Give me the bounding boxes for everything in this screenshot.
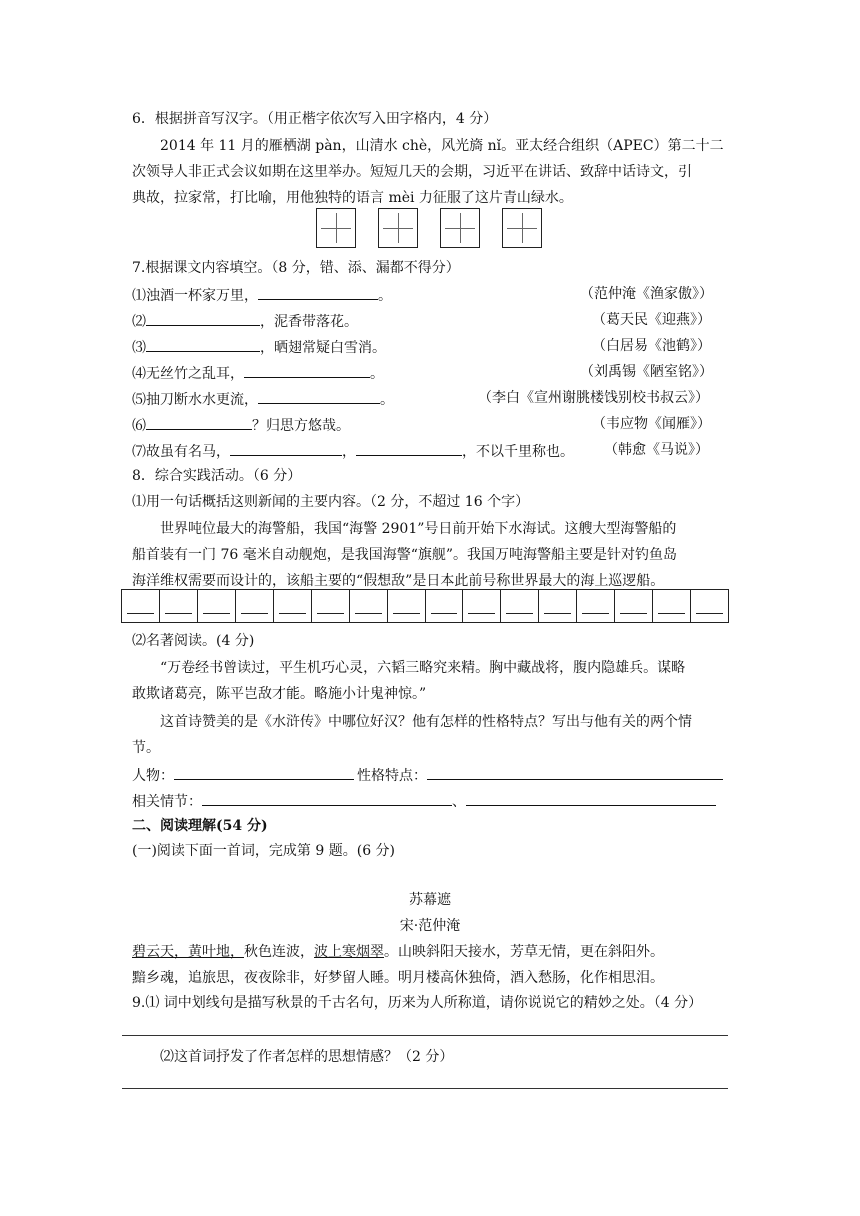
person-label: 人物： bbox=[132, 768, 174, 784]
plot-row bbox=[132, 790, 716, 812]
q7-item-4 bbox=[132, 362, 384, 384]
answer-cell[interactable] bbox=[615, 590, 653, 622]
q7-item-4-blank[interactable] bbox=[244, 362, 370, 378]
q8-title: 8．综合实践活动。（6 分） bbox=[132, 468, 302, 484]
q9-sub-1: 9.⑴ 词中划线句是描写秋景的千古名句，历来为人所称道，请你说说它的精妙之处。（4 分） bbox=[132, 995, 703, 1011]
section-2-title: 二、阅读理解(54 分) bbox=[132, 818, 268, 834]
q8-poem-1: “万卷经书曾读过，平生机巧心灵，六韬三略究来精。胸中藏战将，腹内隐雄兵。谋略 bbox=[160, 660, 686, 676]
poem-mid-1: 秋色连波， bbox=[244, 944, 314, 960]
answer-cell[interactable] bbox=[501, 590, 539, 622]
q6-title: 6．根据拼音写汉字。（用正楷字依次写入田字格内，4 分） bbox=[132, 111, 498, 127]
q7-item-2-post: ，泥香带落花。 bbox=[260, 314, 358, 330]
answer-cell[interactable] bbox=[160, 590, 198, 622]
q7-item-2-blank[interactable] bbox=[146, 310, 260, 326]
answer-cell[interactable] bbox=[426, 590, 464, 622]
q7-item-7-source: （韩愈《马说》） bbox=[604, 442, 709, 458]
q7-item-6 bbox=[132, 414, 350, 436]
q7-item-4-source: （刘禹锡《陋室铭》） bbox=[580, 364, 713, 380]
person-blank[interactable] bbox=[174, 764, 354, 780]
q6-paragraph-1: 2014 年 11 月的雁栖湖 pàn，山清水 chè，风光旖 nǐ。亚太经合组织（APEC）第二十二 bbox=[160, 138, 724, 154]
q8-news-1: 世界吨位最大的海警船，我国“海警 2901”号日前开始下水海试。这艘大型海警船的 bbox=[160, 521, 677, 537]
q9-sub-2: ⑵这首词抒发了作者怎样的思想情感？（2 分） bbox=[160, 1049, 454, 1065]
answer-cell[interactable] bbox=[463, 590, 501, 622]
q7-item-3-source: （白居易《池鹤》） bbox=[592, 338, 711, 354]
q7-item-2 bbox=[132, 310, 358, 332]
q8-news-3: 海洋维权需要而设计的，该船主要的“假想敌”是日本此前号称世界最大的海上巡逻船。 bbox=[132, 573, 665, 589]
trait-label: 性格特点： bbox=[357, 768, 427, 784]
q7-item-2-source: （葛天民《迎燕》） bbox=[592, 312, 711, 328]
answer-cell[interactable] bbox=[350, 590, 388, 622]
q7-item-1-source: （范仲淹《渔家傲》） bbox=[580, 286, 713, 302]
answer-cell[interactable] bbox=[122, 590, 160, 622]
q7-item-7-blank-1[interactable] bbox=[230, 440, 342, 456]
answer-cell[interactable] bbox=[577, 590, 615, 622]
poem-author: 宋·范仲淹 bbox=[399, 918, 461, 934]
q7-item-3-blank[interactable] bbox=[146, 336, 260, 352]
poem-underlined-2: 波上寒烟翠 bbox=[314, 944, 384, 960]
q7-title: 7.根据课文内容填空。（8 分，错、添、漏都不得分） bbox=[132, 260, 460, 276]
q7-item-6-source: （韦应物《闻雁》） bbox=[592, 416, 711, 432]
tianzige-box-2[interactable] bbox=[378, 208, 418, 248]
q8-poem-2: 敢欺诸葛亮，陈平岂敌才能。略施小计鬼神惊。” bbox=[132, 686, 427, 702]
q7-item-4-post: 。 bbox=[370, 366, 384, 382]
q8-news-2: 船首装有一门 76 毫米自动舰炮，是我国海警“旗舰”。我国万吨海警船主要是针对钓鱼岛 bbox=[132, 547, 678, 563]
answer-cell[interactable] bbox=[198, 590, 236, 622]
answer-cell[interactable] bbox=[691, 590, 728, 622]
poem-title: 苏幕遮 bbox=[409, 892, 451, 908]
plot-label: 相关情节： bbox=[132, 794, 202, 810]
tianzige-box-4[interactable] bbox=[502, 208, 542, 248]
q6-paragraph-3: 典故，拉家常，打比喻，用他独特的语言 mèi 力征服了这片青山绿水。 bbox=[132, 190, 573, 206]
poem-underlined-1: 碧云天，黄叶地， bbox=[132, 944, 244, 960]
plot-blank-2[interactable] bbox=[466, 790, 716, 806]
q7-item-3-pre: ⑶ bbox=[132, 340, 146, 356]
q7-item-6-blank[interactable] bbox=[146, 414, 252, 430]
q7-item-5 bbox=[132, 388, 394, 410]
q7-item-1-blank[interactable] bbox=[258, 284, 378, 300]
answer-cell[interactable] bbox=[274, 590, 312, 622]
poem-rest-1: 。山映斜阳天接水，芳草无情，更在斜阳外。 bbox=[384, 944, 664, 960]
poem-line-1 bbox=[132, 942, 664, 962]
q7-item-5-source: （李白《宣州谢朓楼饯别校书叔云》） bbox=[478, 390, 709, 406]
q7-item-2-pre: ⑵ bbox=[132, 314, 146, 330]
plot-blank-1[interactable] bbox=[202, 790, 452, 806]
person-row bbox=[132, 764, 354, 786]
q7-item-5-blank[interactable] bbox=[258, 388, 380, 404]
q8-sub-2: ⑵名著阅读。(4 分) bbox=[132, 633, 255, 649]
tianzige-box-3[interactable] bbox=[440, 208, 480, 248]
q8-ask-1: 这首诗赞美的是《水浒传》中哪位好汉？他有怎样的性格特点？写出与他有关的两个情 bbox=[160, 714, 692, 730]
q7-item-5-post: 。 bbox=[380, 392, 394, 408]
plot-separator: 、 bbox=[452, 794, 466, 810]
q7-item-6-pre: ⑹ bbox=[132, 418, 146, 434]
q7-item-3 bbox=[132, 336, 386, 358]
answer-cell[interactable] bbox=[539, 590, 577, 622]
q7-item-5-pre: ⑸抽刀断水水更流， bbox=[132, 392, 258, 408]
q7-item-7 bbox=[132, 440, 574, 462]
answer-cell[interactable] bbox=[312, 590, 350, 622]
q8-sub-1: ⑴用一句话概括这则新闻的主要内容。（2 分，不超过 16 个字） bbox=[132, 494, 530, 510]
q7-item-7-mid: ， bbox=[342, 444, 356, 460]
answer-grid[interactable] bbox=[121, 589, 729, 623]
trait-blank[interactable] bbox=[427, 764, 723, 780]
answer-cell[interactable] bbox=[653, 590, 691, 622]
section-2-subtitle: (一)阅读下面一首词，完成第 9 题。(6 分) bbox=[132, 843, 396, 859]
q7-item-1-post: 。 bbox=[378, 288, 392, 304]
answer-line-2[interactable] bbox=[122, 1088, 728, 1089]
poem-line-2: 黯乡魂，追旅思，夜夜除非，好梦留人睡。明月楼高休独倚，酒入愁肠，化作相思泪。 bbox=[132, 970, 664, 986]
answer-cell[interactable] bbox=[388, 590, 426, 622]
q7-item-1 bbox=[132, 284, 392, 306]
q7-item-6-post: ？归思方悠哉。 bbox=[252, 418, 350, 434]
tianzige-box-1[interactable] bbox=[316, 208, 356, 248]
q7-item-1-pre: ⑴浊酒一杯家万里， bbox=[132, 288, 258, 304]
trait-row bbox=[357, 764, 723, 786]
q8-ask-2: 节。 bbox=[132, 740, 160, 756]
q7-item-3-post: ，晒翅常疑白雪消。 bbox=[260, 340, 386, 356]
q7-item-7-blank-2[interactable] bbox=[356, 440, 462, 456]
q7-item-7-pre: ⑺故虽有名马， bbox=[132, 444, 230, 460]
q7-item-4-pre: ⑷无丝竹之乱耳， bbox=[132, 366, 244, 382]
q6-paragraph-2: 次领导人非正式会议如期在这里举办。短短几天的会期，习近平在讲话、致辞中话诗文，引 bbox=[132, 164, 692, 180]
answer-cell[interactable] bbox=[236, 590, 274, 622]
answer-line-1[interactable] bbox=[122, 1035, 728, 1036]
q7-item-7-post: ，不以千里称也。 bbox=[462, 444, 574, 460]
